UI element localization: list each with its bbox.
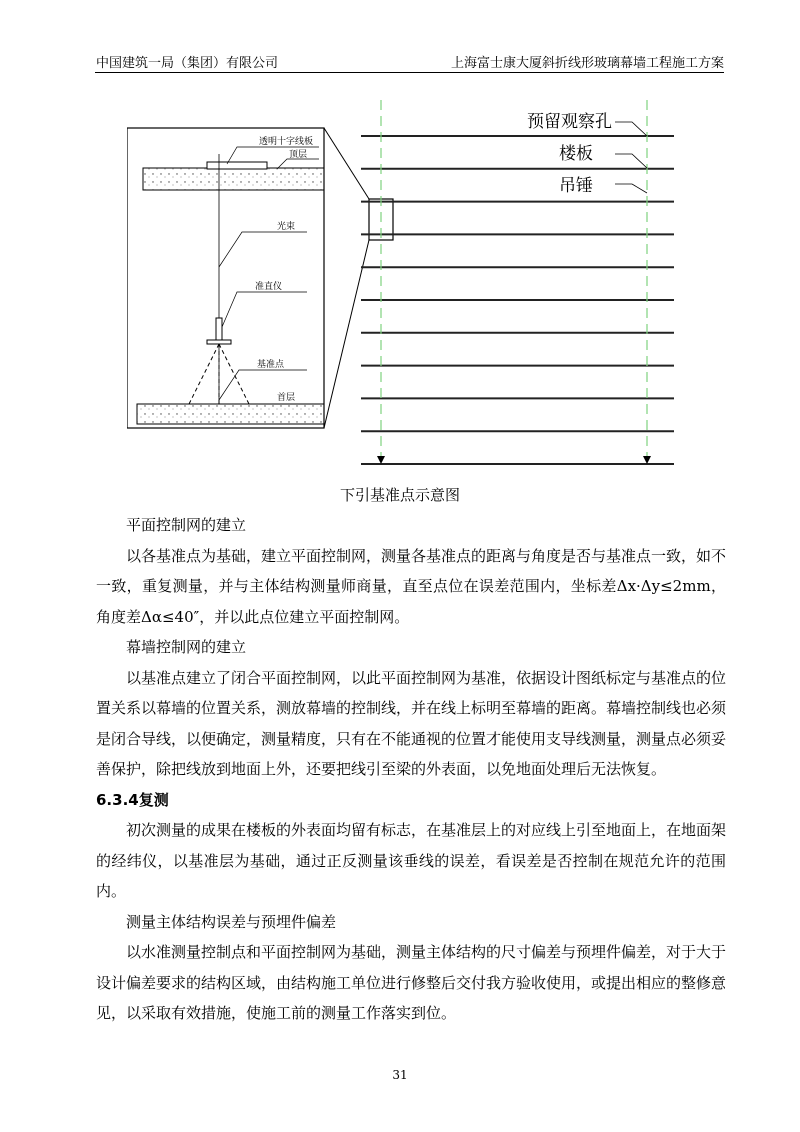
label-floor-slab: 楼板 [559, 144, 593, 164]
document-body [96, 510, 726, 1029]
header-rule [95, 72, 724, 73]
plumb-arrow-right [643, 456, 651, 464]
header-project-title: 上海富士康大厦斜折线形玻璃幕墙工程施工方案 [450, 56, 724, 71]
label-plumb: 吊锤 [559, 176, 593, 196]
label-top-floor: 顶层 [289, 150, 308, 160]
paragraph-recheck: 初次测量的成果在楼板的外表面均留有标志，在基准层上的对应线上引至地面上，在地面架的经纬仪，以基准层为基础，通过正反测量该垂线的误差，看误差是否控制在规范允许的范围内。 [96, 821, 727, 900]
label-reserved-hole: 预留观察孔 [527, 112, 612, 132]
page-number: 31 [392, 1068, 408, 1082]
paragraph-curtain-network: 以基准点建立了闭合平面控制网，以此平面控制网为基准，依据设计图纸标定与基准点的位置关系以幕墙的位置关系，测放幕墙的控制线，并在线上标明至幕墙的距离。幕墙控制线也必须是闭合导线，以便确定，测量精度，只有在不能通视的位置才能使用支导线测量，测量点必须妥善保护，除把线放到地面上外，还要把线引至梁的外表面，以免地面处理后无法恢复。 [96, 668, 727, 778]
subheading-plane-network: 平面控制网的建立 [126, 516, 247, 534]
plumb-arrow-left [377, 456, 385, 464]
ground-slab [137, 404, 324, 424]
top-slab [143, 168, 324, 190]
section-heading [96, 785, 726, 816]
label-beam: 光束 [277, 222, 296, 232]
cross-plate [207, 162, 267, 169]
header-company: 中国建筑一局（集团）有限公司 [96, 56, 279, 71]
paragraph-plane-network: 以各基准点为基础，建立平面控制网，测量各基准点的距离与角度是否与基准点一致，如不一致，重复测量，并与主体结构测量师商量，直至点位在误差范围内，坐标差Δx·Δy≤2mm，角度差Δα≤40″，并以此点位建立平面控制网。 [96, 546, 727, 626]
paragraph-deviation: 以水准测量控制点和平面控制网为基础，测量主体结构的尺寸偏差与预埋件偏差，对于大于设计偏差要求的结构区域，由结构施工单位进行修整后交付我方验收使用，或提出相应的整修意见，以采取有效措施，使施工前的测量工作落实到位。 [96, 943, 727, 1022]
label-instrument: 准直仪 [255, 282, 283, 292]
section-number: 6.3.4 [96, 790, 139, 809]
label-ground-floor: 首层 [277, 393, 296, 403]
label-ref-point: 基准点 [257, 360, 285, 370]
subheading-curtain-network: 幕墙控制网的建立 [126, 638, 247, 656]
subheading-deviation: 测量主体结构误差与预埋件偏差 [126, 912, 337, 931]
section-title: 复测 [138, 790, 169, 809]
collimator [216, 318, 222, 340]
figure-caption: 下引基准点示意图 [339, 486, 460, 504]
floor-slabs [361, 136, 674, 464]
label-plate: 透明十字线板 [259, 137, 314, 147]
reference-point-diagram [127, 92, 677, 472]
